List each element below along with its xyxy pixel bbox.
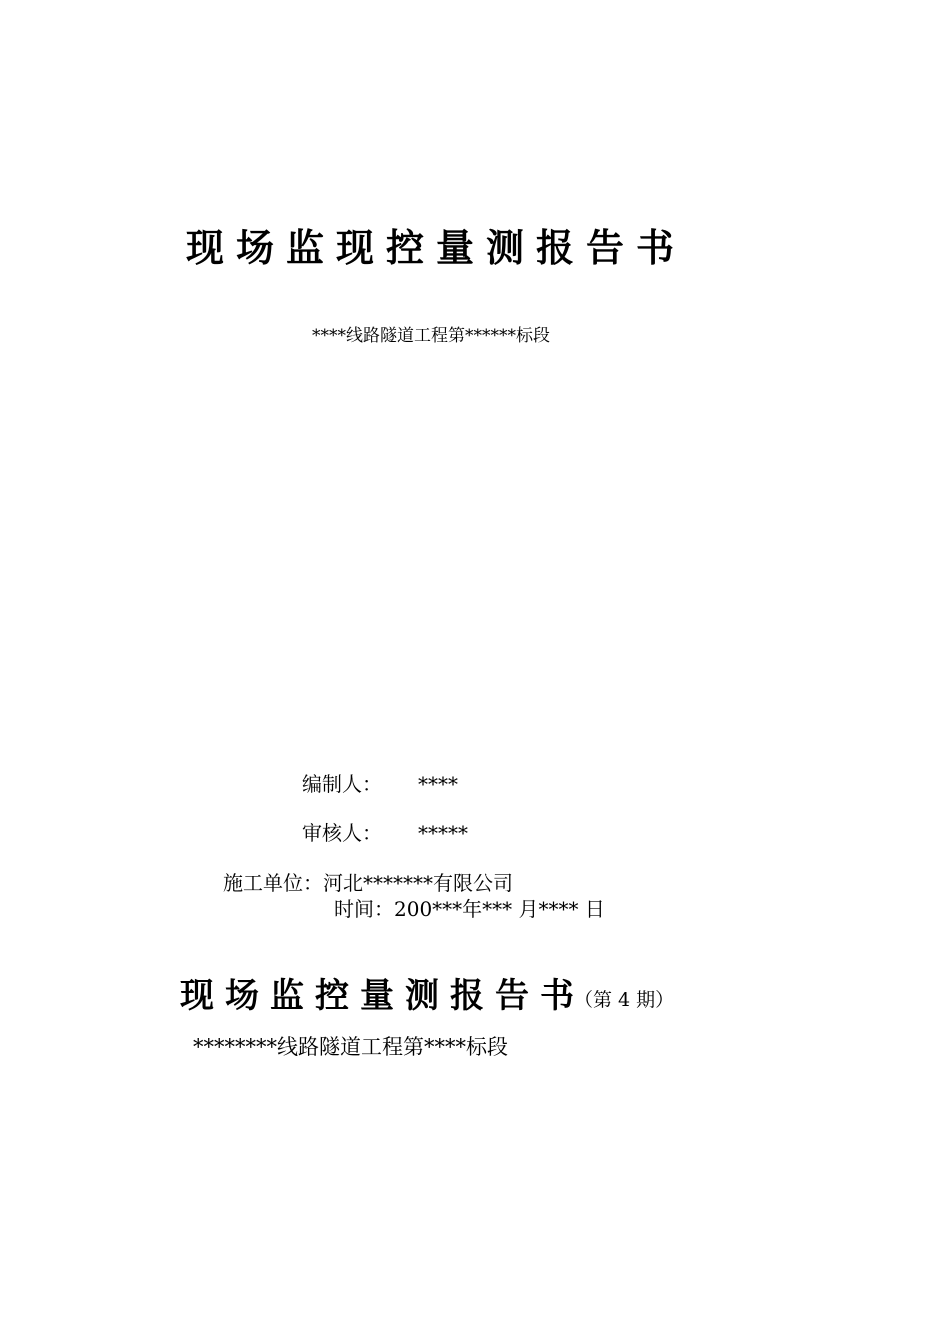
editor-label: 编制人：	[302, 772, 382, 796]
reviewer-label: 审核人：	[302, 821, 382, 845]
reviewer-value: *****	[418, 821, 468, 845]
report-title: 现场监控量测报告书	[180, 976, 585, 1016]
cover-subtitle: ****线路隧道工程第******标段	[312, 326, 550, 346]
editor-value: ****	[418, 772, 458, 796]
construction-unit: 施工单位：河北*******有限公司	[223, 871, 513, 895]
report-time: 时间：200***年*** 月**** 日	[334, 897, 605, 921]
cover-title: 现场监现控量测报告书	[186, 226, 687, 270]
report-subtitle: ********线路隧道工程第****标段	[193, 1035, 508, 1059]
issue-number: （第 4 期）	[574, 989, 675, 1011]
